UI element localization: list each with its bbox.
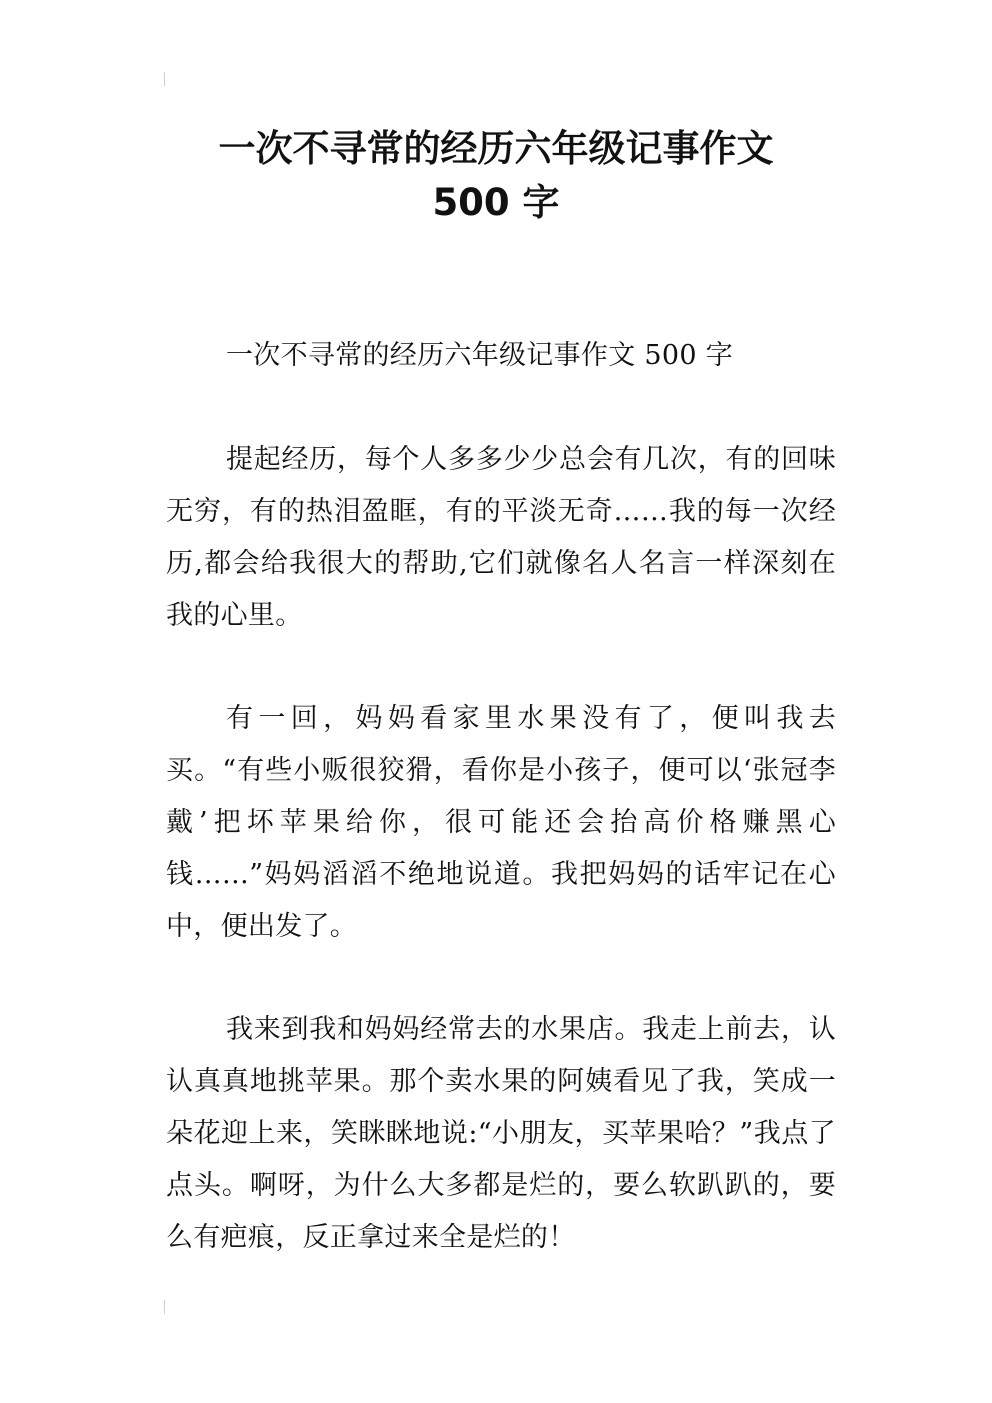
document-subtitle: 一次不寻常的经历六年级记事作文 500 字 [226,340,733,371]
document-title [0,122,992,230]
title-line-1: 一次不寻常的经历六年级记事作文 [218,127,774,170]
page-margin-mark [164,72,165,86]
title-line-2: 500 字 [432,181,560,224]
page-margin-mark [164,1300,165,1314]
paragraph-3: 我来到我和妈妈经常去的水果店。我走上前去，认认真真地挑苹果。那个卖水果的阿姨看见了我，笑成一朵花迎上来，笑眯眯地说:“小朋友，买苹果哈？”我点了点头。啊呀，为什么大多都是烂的，要么软趴趴的，要么有疤痕，反正拿过来全是烂的！ [166,1014,836,1253]
paragraph-2: 有一回，妈妈看家里水果没有了，便叫我去买。“有些小贩很狡猾，看你是小孩子，便可以‘张冠李戴’把坏苹果给你，很可能还会抬高价格赚黑心钱……”妈妈滔滔不绝地说道。我把妈妈的话牢记在心中，便出发了。 [166,703,836,942]
paragraph-1: 提起经历，每个人多多少少总会有几次，有的回味无穷，有的热泪盈眶，有的平淡无奇……我的每一次经历,都会给我很大的帮助,它们就像名人名言一样深刻在我的心里。 [166,444,836,631]
